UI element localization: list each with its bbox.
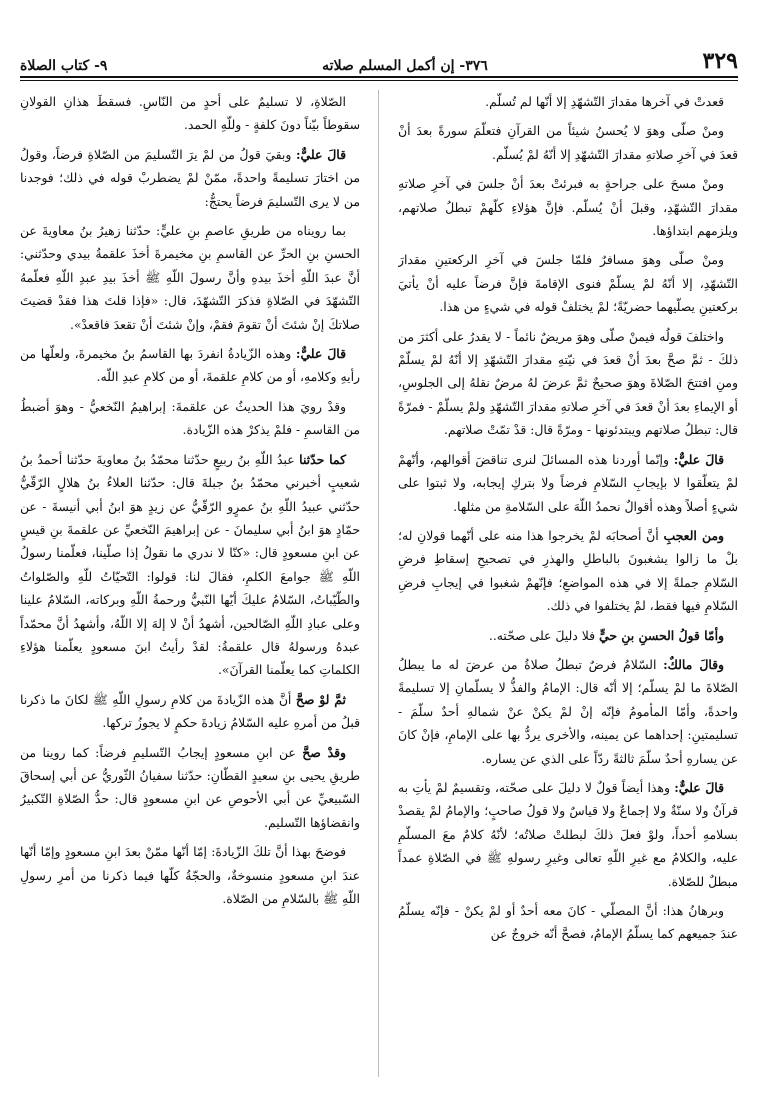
paragraph	[20, 219, 360, 336]
paragraph-text: عبدُ اللّهِ بنُ ربيعٍ حدّثنا محمّدُ بنُ معاويةَ حدّثنا أحمدُ بنُ شعيبٍ أخبرني محمّدُ بنُ جبلةَ قال: حدّثنا العلاءُ بنُ هلالٍ الرّقّيُّ حدّثني عبيدُ اللّهِ بنُ عمرٍو الرّقّيُّ عن زيدٍ هوَ ابنُ أبي أنيسةَ - عن حمّادٍ هوَ ابنُ أبي سليمانَ - عن إبراهيمَ النّخعيِّ عن علقمةَ بنِ قيسٍ عن ابنِ مسعودٍ قال: «كنّا لا ندري ما نقولُ إذا صلّينا، فعلّمنا رسولُ اللّهِ ﷺ جوامعَ الكلمِ، فقالَ لنا: قولوا: التّحيّاتُ للّهِ والصّلواتُ والطّيّباتُ، السّلامُ عليكَ أيّها النّبيُّ ورحمةُ اللّهِ وبركاته، السّلامُ علينا وعلى عبادِ اللّهِ الصّالحين، أشهدُ أنْ لا إلهَ إلا اللّهُ، وأشهدُ أنَّ محمّداً عبدهُ ورسولهُ قال علقمةُ: لقدْ رأيتُ ابنَ مسعودٍ يعلّمنا هؤلاءِ الكلماتِ كما يعلّمنا القرآنَ».	[20, 451, 360, 678]
paragraph	[398, 653, 738, 770]
paragraph-text: قعدتْ في آخرها مقدارَ التّشهّدِ إلا أنّها لم تُسلّم.	[485, 94, 724, 109]
paragraph-text: فلا دليلَ على صحّته..	[488, 627, 599, 643]
paragraph-text: فوضحَ بهذا أنَّ تلكَ الزّيادةَ: إمّا أنّها ممّنْ بعدَ ابنِ مسعودٍ وإمّا أنّها عندَ ابنِ مسعودٍ منسوخةٌ، والحجّةُ كلّها فيما ذكرنا من أمرِ رسولِ اللّهِ ﷺ بالسّلامِ من الصّلاة.	[20, 844, 360, 906]
running-title: ٣٧٦- إن أكمل المسلم صلاته	[322, 58, 488, 74]
paragraph-text: وإنّما أوردنا هذه المسائلَ لنرى تناقضَ أقوالهم، وأنّهمْ لمْ يتعلّقوا لا بإيجابِ السّلامِ فرضاً ولا بتركِ إيجابه، ولا ثبتوا على شيءٍ أصلاً وهذه أقوالٌ نحمدُ اللّهَ على السّلامةِ من مثلها.	[398, 451, 738, 514]
paragraph-lead: وقالَ مالكٌ:	[663, 656, 725, 672]
paragraph-text: ومنْ صلّى وهوَ لا يُحسنُ شيئاً من القرآنِ فتعلّمَ سورةً بعدَ أنْ قعدَ في آخرِ صلاتهِ مقدارَ التّشهّدِ إلا أنّهُ لمْ يُسلّم.	[398, 123, 738, 162]
right-column	[398, 90, 738, 1077]
paragraph-text: عن ابنِ مسعودٍ إيجابُ التّسليمِ فرضاً: كما روينا من طريقِ يحيى بنِ سعيدٍ القطّانِ: حدّثنا سفيانُ الثّوريُّ عن أبي إسحاقَ السّبيعيِّ عن أبي الأحوصِ عن ابنِ مسعودٍ قال: حدُّ الصّلاةِ التّكبيرُ وانقضاؤها التّسليم.	[20, 744, 360, 830]
paragraph	[398, 172, 738, 242]
paragraph	[20, 90, 360, 137]
paragraph-lead: وقدْ صحَّ	[302, 744, 346, 760]
paragraph-text: أنَّ أصحابَه لمْ يخرجوا هذا منه على أنّهما قولانِ له؛ بلْ ما زالوا يشغبونَ بالباطلِ والهذرِ في تصحيحِ إسقاطِ فرضِ السّلامِ جملةً إلا في هذه المواضعِ؛ فإنّهمْ شغبوا في إيجابِ فرضِ السّلامِ فيها فقط، لمْ يختلفوا في ذلك.	[398, 527, 738, 614]
paragraph-text: وقدْ رويَ هذا الحديثُ عن علقمةَ: إبراهيمُ النّخعيُّ - وهوَ أضبطُ من القاسمِ - فلمْ يذكرْ هذه الزّيادة.	[20, 398, 360, 438]
paragraph	[398, 448, 738, 518]
paragraph	[20, 741, 360, 835]
paragraph	[398, 899, 738, 946]
paragraph	[20, 840, 360, 910]
paragraph-lead: كما حدّثنا	[299, 451, 346, 467]
paragraph	[398, 325, 738, 442]
column-divider	[378, 90, 379, 1077]
paragraph-text: وبرهانُ هذا: أنَّ المصلّي - كانَ معه أحدٌ أو لمْ يكنْ - فإنّه يسلّمُ عندَ جميعهم كما يسلّمُ الإمامُ، فصحَّ أنّه خروجٌ عن	[398, 903, 738, 942]
paragraph	[20, 688, 360, 735]
paragraph-lead: وأمّا قولُ الحسنِ بنِ حيٍّ	[599, 627, 724, 643]
paragraph-text: وهذا أيضاً قولٌ لا دليلَ على صحّته، وتقسيمٌ لمْ يأتِ به قرآنٌ ولا سنّةٌ ولا إجماعٌ ولا قياسٌ ولا قولُ صاحبٍ؛ والإمامُ لمْ يقصدْ بسلامهِ أحداً، ولوْ فعلَ ذلكَ لبطلتْ صلاتُه؛ لأنّهُ كلامٌ معَ المسلّمِ عليه، والكلامُ مع غيرِ اللّهِ تعالى وغيرِ رسولهِ ﷺ في الصّلاةِ عمداً مبطلٌ للصّلاة.	[398, 779, 738, 889]
paragraph	[398, 624, 738, 647]
paragraph-text: وهذه الزّيادةُ انفردَ بها القاسمُ بنُ مخيمرةَ، ولعلّها من رأيهِ وكلامهِ، أو من كلامِ علقمةَ، أو من كلامِ عبدِ اللّه.	[20, 346, 360, 385]
paragraph	[20, 395, 360, 442]
page-header	[20, 48, 738, 74]
paragraph-lead: قالَ عليٌّ:	[295, 346, 346, 362]
paragraph	[20, 342, 360, 389]
paragraph-text: وبقيَ قولُ من لمْ يرَ التّسليمَ من الصّلاةِ فرضاً، وقولُ من اختارَ تسليمةً واحدةً، ممّنْ لمْ يضطربْ قوله في ذلك؛ فوجدنا من لا يرى التّسليمَ فرضاً يحتجُّ:	[20, 146, 360, 209]
paragraph-text: الصّلاةِ، لا تسليمٌ على أحدٍ من النّاسِ. فسقطَ هذانِ القولانِ سقوطاً بيّناً دونَ كلفةٍ - وللّهِ الحمد.	[20, 94, 360, 133]
paragraph-lead: قالَ عليٌّ:	[295, 146, 346, 162]
paragraph	[398, 524, 738, 618]
paragraph	[20, 143, 360, 213]
paragraph	[20, 448, 360, 682]
paragraph-lead: قالَ عليٌّ:	[674, 779, 724, 795]
left-column	[20, 90, 360, 1077]
paragraph	[398, 776, 738, 893]
book-title: ٩- كتاب الصلاة	[20, 58, 108, 74]
paragraph	[398, 248, 738, 318]
paragraph-lead: ثمَّ لوْ صحَّ	[295, 691, 346, 707]
paragraph	[398, 90, 738, 113]
page-number: ٣٢٩	[702, 48, 738, 74]
paragraph-text: ومنْ مسحَ على جراحةٍ به فبرئتْ بعدَ أنْ جلسَ في آخرِ صلاتهِ مقدارَ التّشهّدِ، وقبلَ أنْ يُسلّم. فإنَّ هؤلاءِ كلّهمْ تبطلُ صلاتهم، ويلزمهم ابتداؤها.	[398, 176, 738, 239]
paragraph-text: أنَّ هذه الزّيادةَ من كلامِ رسولِ اللّهِ ﷺ لكانَ ما ذكرنا قبلُ من أمرهِ عليه السّلامُ زيادةَ حكمٍ لا يجوزُ تركها.	[20, 691, 360, 731]
paragraph-text: ومنْ صلّى وهوَ مسافرٌ فلمّا جلسَ في آخرِ الركعتينِ مقدارَ التّشهّدِ، إلا أنّهُ لمْ يسلّمْ فنوى الإقامةَ فإنَّ فرضاً عليه أنْ يأتيَ بركعتينِ يصلّيهما حضريّةً؛ لمْ يختلفْ قوله في شيءٍ من هذا.	[398, 252, 738, 315]
paragraph-lead: قالَ عليٌّ:	[673, 451, 724, 467]
paragraph-text: واختلفَ قولُه فيمنْ صلّى وهوَ مريضٌ نائماً - لا يقدرُ على أكثرَ من ذلكَ - ثمَّ صحَّ بعدَ أنْ قعدَ في نيّتهِ مقدارَ التّشهّدِ إلا أنّهُ لمْ يسلّمْ ومنِ افتتحَ الصّلاةَ وهوَ صحيحٌ ثمَّ عرضَ لهُ مرضٌ نقلهُ إلى الجلوسِ، أو الإيماءِ بعدَ أنْ قعدَ في آخرِ صلاتهِ مقدارَ التّشهّدِ ولمْ يسلّمْ - فمرّةً قال: تبطلُ صلاتهم ويبتدئونها - ومرّةً قال: قدْ تمّتْ صلاتهم.	[398, 328, 738, 438]
header-rule	[20, 76, 738, 81]
paragraph-text: السّلامُ فرضٌ تبطلُ صلاةُ من عرضَ له ما يبطلُ الصّلاةَ ما لمْ يسلّم؛ إلا أنّه قال: الإمامُ والفذُّ لا يسلّمانِ إلا تسليمةً واحدةً، وأمّا المأمومُ فإنّه إنْ لمْ يكنْ عنْ شمالهِ أحدٌ سلّمَ - تسليمتينِ: إحداهما عن يمينه، والأخرى يردُّ بها على الإمامِ، فإنْ كانَ عن يسارهِ أحدٌ سلّمَ ثالثةً ردّاً على الذي عن يساره.	[398, 656, 738, 766]
paragraph	[398, 119, 738, 166]
paragraph-text: بما رويناه من طريقِ عاصمِ بنِ عليٍّ: حدّثنا زهيرُ بنُ معاويةَ عن الحسنِ بنِ الحرِّ عن القاسمِ بنِ مخيمرةَ أخذَ علقمةُ بيدي وحدّثني: أنَّ عبدَ اللّهِ أخذَ بيدهِ وأنَّ رسولَ اللّهِ ﷺ أخذَ بيدِ عبدِ اللّهِ فعلّمهُ التّشهّدَ في الصّلاةِ فذكرَ التّشهّدَ، قال: «فإذا قلتَ هذا فقدْ قضيتَ صلاتكَ إنْ شئتَ أنْ تقومَ فقمْ، وإنْ شئتَ أنْ تقعدَ فاقعدْ».	[20, 223, 360, 332]
paragraph-lead: ومن العجبِ	[663, 527, 724, 543]
